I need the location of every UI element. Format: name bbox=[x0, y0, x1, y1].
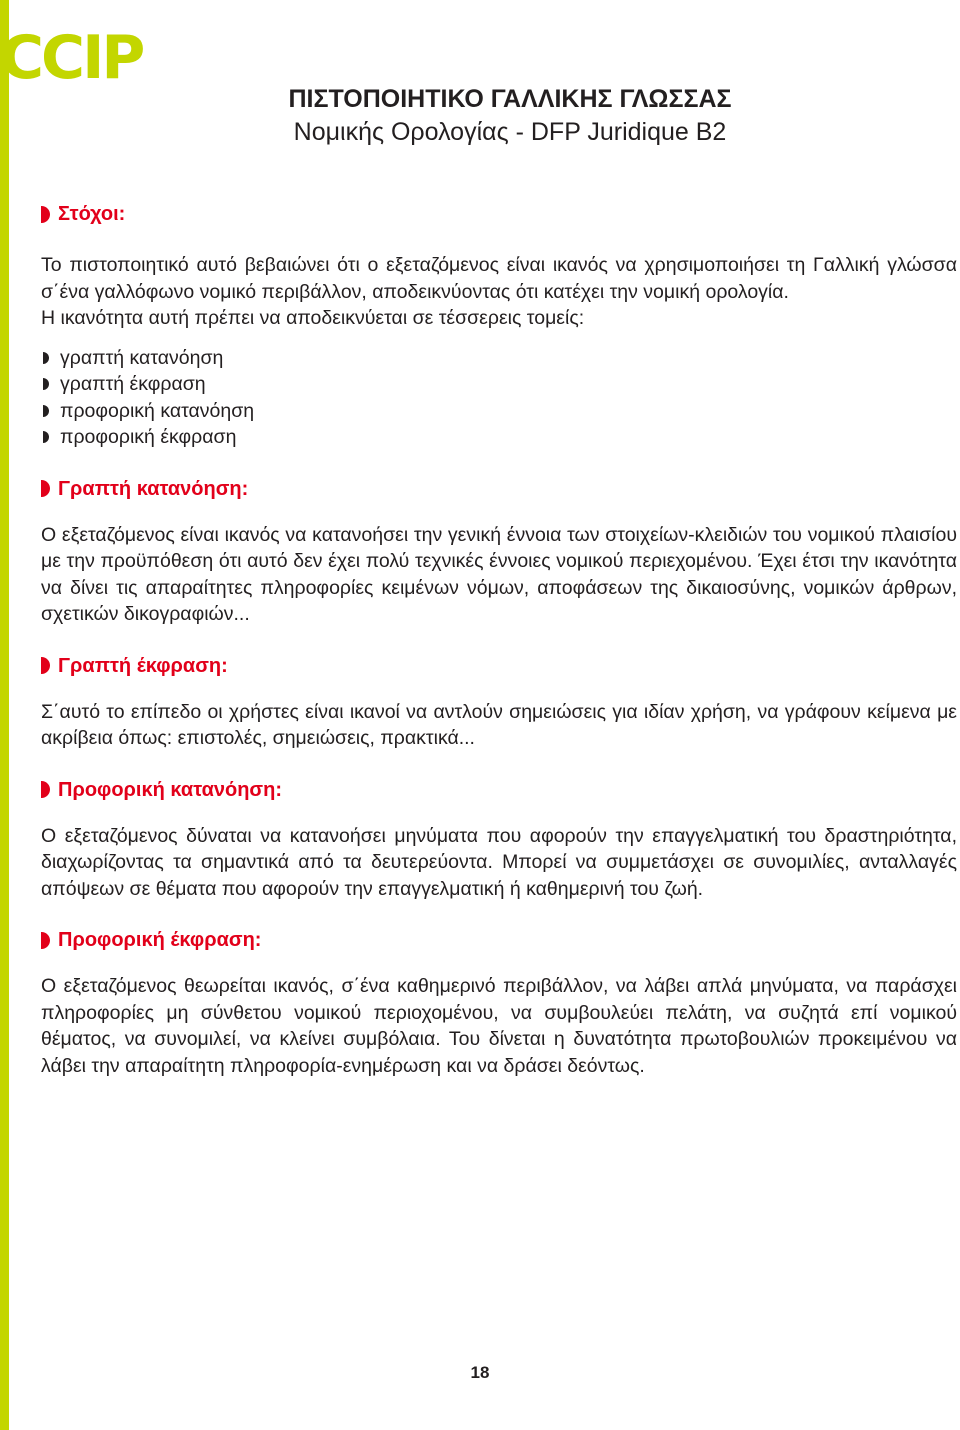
list-item-text: προφορική έκφραση bbox=[60, 426, 237, 448]
section-marker-icon bbox=[41, 657, 50, 674]
bullet-icon bbox=[43, 378, 49, 390]
bullet-icon bbox=[43, 405, 49, 417]
section-marker-icon bbox=[41, 781, 50, 798]
section-marker-icon bbox=[41, 480, 50, 497]
section-marker-icon bbox=[41, 932, 50, 949]
written-expression-heading bbox=[41, 652, 957, 680]
list-item bbox=[41, 424, 957, 451]
oral-comprehension-text: Ο εξεταζόμενος δύναται να κατανοήσει μηνύματα που αφορούν την επαγγελματική του δραστηριότητα, διαχωρίζοντας τα σημαντικά από τα δευτερεύοντα. Μπορεί να συμμετάσχει σε συνομιλίες, ανταλλαγές απόψεων σε θέματα που αφορούν την επαγγελματική ή καθημερινή του ζωή. bbox=[41, 824, 957, 900]
list-item bbox=[41, 345, 957, 372]
written-comprehension-heading bbox=[41, 475, 957, 503]
oral-comprehension-heading-text: Προφορική κατανόηση: bbox=[58, 778, 282, 801]
skill-areas-list bbox=[41, 345, 957, 451]
oral-expression-heading bbox=[41, 926, 957, 954]
objectives-heading bbox=[41, 200, 957, 228]
page-number: 18 bbox=[470, 1363, 490, 1382]
list-item bbox=[41, 371, 957, 398]
list-item-text: γραπτή έκφραση bbox=[60, 373, 206, 395]
oral-expression-heading-text: Προφορική έκφραση: bbox=[58, 929, 262, 951]
list-item-text: προφορική κατανόηση bbox=[60, 399, 255, 422]
bullet-icon bbox=[43, 431, 49, 443]
written-comprehension-text: Ο εξεταζόμενος είναι ικανός να κατανοήσει την γενική έννοια των στοιχείων-κλειδιών του νομικού πλαισίου με την προϋπόθεση ότι αυτό δεν έχει πολύ τεχνικές έννοιες νομικού περιεχομένου. Έχει έτσι την ικανότητα να δίνει τις απαραίτητες πληροφορίες κειμένων νόμων, αποφάσεων της δικαιοσύνης, νομικών άρθρων, σχετικών δικογραφιών... bbox=[41, 523, 957, 625]
list-item-text: γραπτή κατανόηση bbox=[60, 346, 224, 369]
document-title: ΠΙΣΤΟΠΟΙΗΤΙΚΟ ΓΑΛΛΙΚΗΣ ΓΛΩΣΣΑΣ bbox=[288, 85, 732, 113]
oral-comprehension-heading bbox=[41, 776, 957, 804]
bullet-icon bbox=[43, 352, 49, 364]
left-accent-bar bbox=[0, 0, 9, 1430]
objectives-heading-text: Στόχοι: bbox=[58, 203, 126, 225]
written-expression-heading-text: Γραπτή έκφραση: bbox=[58, 654, 228, 677]
document-body bbox=[41, 200, 957, 1079]
written-expression-text: Σ΄αυτό το επίπεδο οι χρήστες είναι ικανοί να αντλούν σημειώσεις για ιδίαν χρήση, να γράφουν κείμενα με ακρίβεια όπως: επιστολές, σημειώσεις, πρακτικά... bbox=[41, 700, 957, 749]
document-subtitle: Νομικής Ορολογίας - DFP Juridique B2 bbox=[293, 118, 727, 146]
objectives-paragraph-1: Το πιστοποιητικό αυτό βεβαιώνει ότι ο εξεταζόμενος είναι ικανός να χρησιμοποιήσει τη Γαλλική γλώσσα σ΄ένα γαλλόφωνο νομικό περιβάλλον, αποδεικνύοντας ότι κατέχει την νομική ορολογία. bbox=[41, 254, 957, 303]
oral-expression-text: Ο εξεταζόμενος θεωρείται ικανός, σ΄ένα καθημερινό περιβάλλον, να λάβει απλά μηνύματα, να παράσχει πληροφορίες μη σύνθετου νομικού περιοχομένου, να συμβουλεύει πελάτη, να συζητά επί νομικού θέματος, να συνομιλεί, να κλείνει συμβόλαια. Του δίνεται η δυνατότητα πρωτοβουλιών προκειμένου να λάβει την απαραίτητη πληροφορία-ενημέρωση και να δράσει δεόντως. bbox=[41, 975, 957, 1077]
section-marker-icon bbox=[41, 206, 50, 223]
written-comprehension-heading-text: Γραπτή κατανόηση: bbox=[58, 477, 249, 500]
objectives-paragraph-2: Η ικανότητα αυτή πρέπει να αποδεικνύεται σε τέσσερεις τομείς: bbox=[41, 307, 585, 329]
list-item bbox=[41, 398, 957, 425]
ccip-logo: CCIP bbox=[0, 23, 143, 93]
